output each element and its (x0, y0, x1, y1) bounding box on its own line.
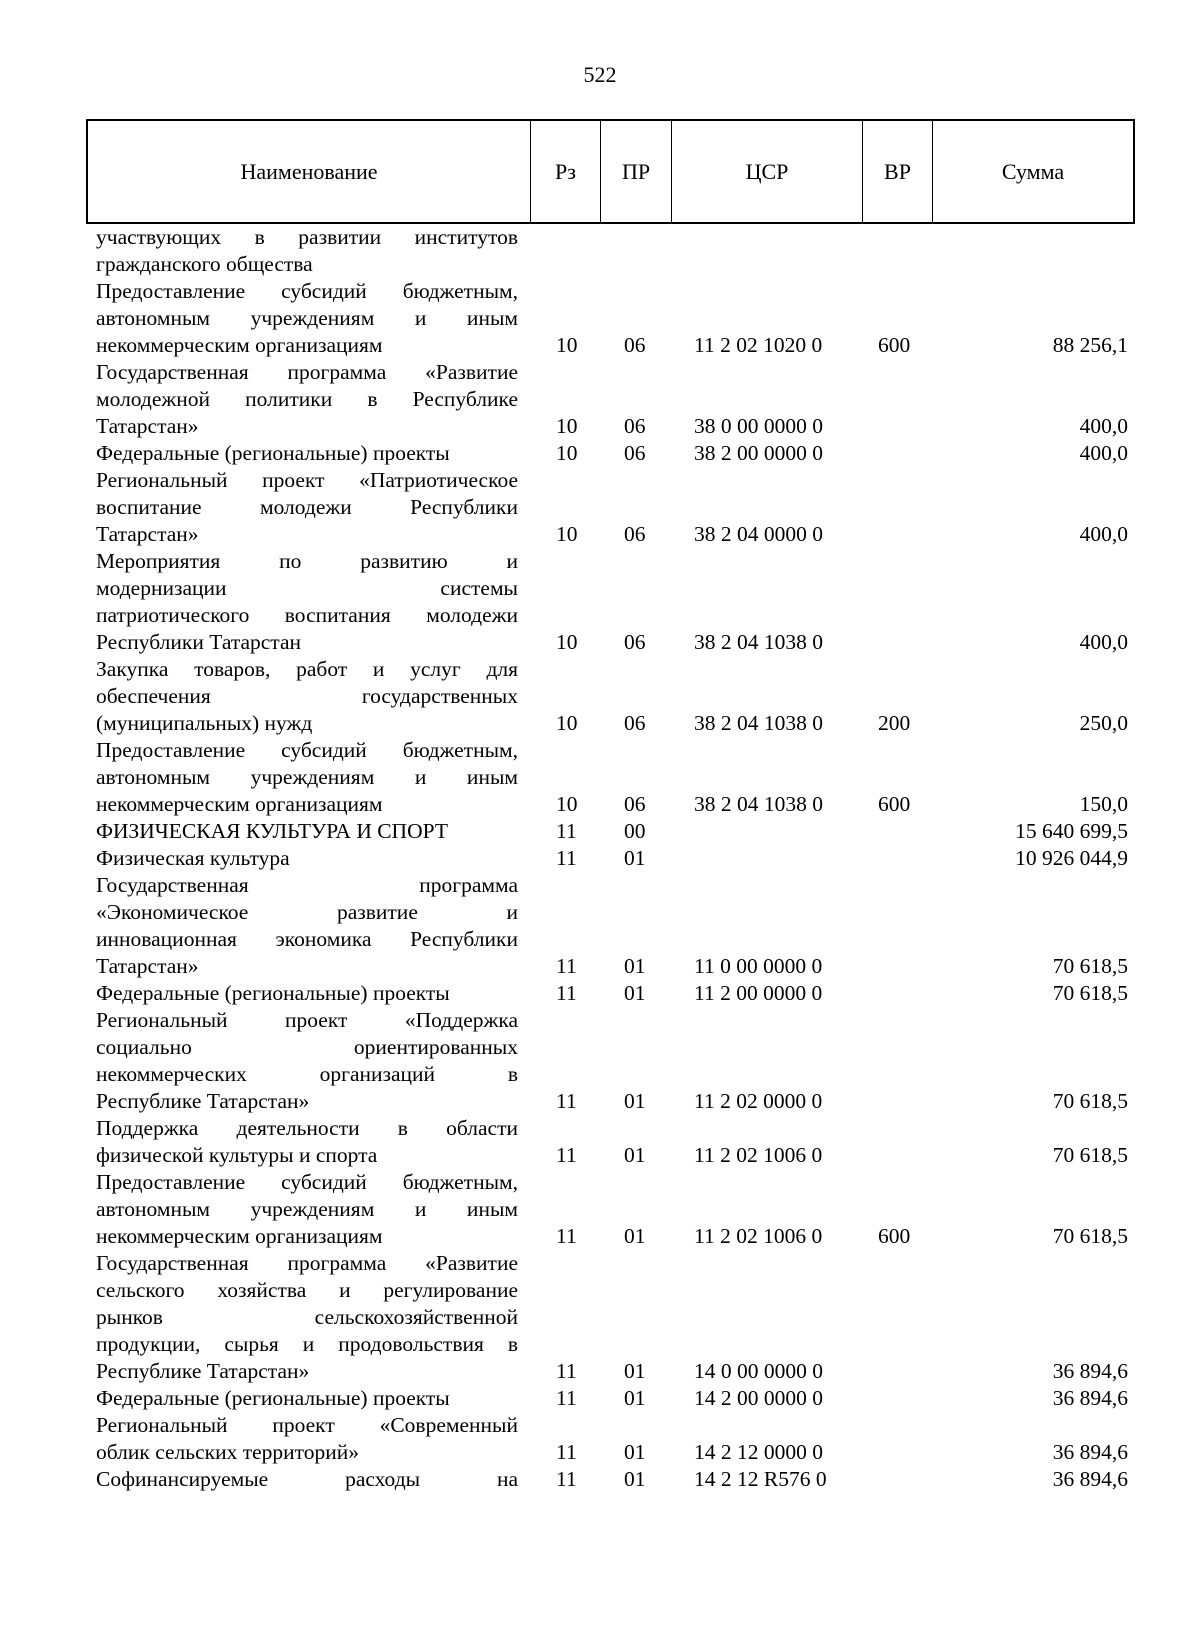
row-name-line: Федеральные (региональные) проекты (96, 441, 450, 465)
row-pr: 01 (624, 1089, 646, 1113)
row-pr: 01 (624, 1359, 646, 1383)
header-name: Наименование (88, 121, 531, 222)
row-vr: 200 (878, 711, 911, 735)
row-name (96, 440, 518, 467)
row-name-line: Федеральные (региональные) проекты (96, 1386, 450, 1410)
row-pr: 01 (624, 1143, 646, 1167)
row-sum: 70 618,5 (1052, 1143, 1128, 1167)
row-csr: 14 2 12 0000 0 (694, 1440, 823, 1464)
row-csr: 38 2 00 0000 0 (694, 441, 823, 465)
row-csr: 14 2 00 0000 0 (694, 1386, 823, 1410)
row-rz: 11 (556, 1467, 577, 1491)
table-row (0, 278, 1200, 359)
row-csr: 11 2 02 1006 0 (694, 1224, 823, 1248)
budget-table-body (0, 224, 1200, 1493)
row-csr: 38 0 00 0000 0 (694, 414, 823, 438)
table-header (86, 119, 1135, 224)
row-rz: 10 (556, 414, 578, 438)
row-name (96, 845, 518, 872)
row-name (96, 224, 518, 278)
row-name-line: инновационная экономика Республики (96, 927, 518, 951)
row-name (96, 737, 518, 818)
page-number: 522 (583, 62, 617, 87)
header-csr: ЦСР (672, 121, 863, 222)
row-name-line: Региональный проект «Поддержка (96, 1008, 518, 1032)
row-sum: 70 618,5 (1052, 1089, 1128, 1113)
row-name (96, 1007, 518, 1115)
row-rz: 11 (556, 1440, 577, 1464)
row-name (96, 980, 518, 1007)
row-csr: 38 2 04 1038 0 (694, 792, 823, 816)
row-sum: 70 618,5 (1052, 954, 1128, 978)
table-row (0, 737, 1200, 818)
row-pr: 01 (624, 981, 646, 1005)
row-csr: 11 2 02 1006 0 (694, 1143, 823, 1167)
table-row (0, 1466, 1200, 1493)
row-rz: 11 (556, 1386, 577, 1410)
table-row (0, 872, 1200, 980)
table-row (0, 1169, 1200, 1250)
header-pr: ПР (601, 121, 672, 222)
row-name (96, 818, 518, 845)
row-sum: 36 894,6 (1052, 1467, 1128, 1491)
row-pr: 06 (624, 792, 646, 816)
row-name (96, 1466, 518, 1493)
row-rz: 10 (556, 441, 578, 465)
row-name-line: социально ориентированных (96, 1035, 518, 1059)
table-row (0, 224, 1200, 278)
row-name-line: некоммерческим организациям (96, 1224, 383, 1248)
row-name-line: Татарстан» (96, 522, 199, 546)
row-name (96, 467, 518, 548)
row-name-line: Республики Татарстан (96, 630, 302, 654)
row-vr: 600 (878, 1224, 911, 1248)
table-row (0, 1115, 1200, 1169)
row-sum: 250,0 (1079, 711, 1128, 735)
row-name-line: Предоставление субсидий бюджетным, (96, 1170, 518, 1194)
table-row (0, 656, 1200, 737)
row-rz: 10 (556, 711, 578, 735)
row-csr: 14 0 00 0000 0 (694, 1359, 823, 1383)
row-csr: 11 2 02 1020 0 (694, 333, 823, 357)
row-name (96, 656, 518, 737)
row-name (96, 1250, 518, 1385)
row-pr: 01 (624, 1467, 646, 1491)
row-name-line: Софинансируемые расходы на (96, 1467, 518, 1491)
row-name-line: участвующих в развитии институтов (96, 225, 518, 249)
row-name-line: автономным учреждениям и иным (96, 765, 518, 789)
row-name-line: Республике Татарстан» (96, 1359, 310, 1383)
row-pr: 06 (624, 414, 646, 438)
row-rz: 11 (556, 1224, 577, 1248)
table-row (0, 1007, 1200, 1115)
row-csr: 11 2 02 0000 0 (694, 1089, 823, 1113)
row-name (96, 1412, 518, 1466)
row-csr: 38 2 04 0000 0 (694, 522, 823, 546)
table-row (0, 1412, 1200, 1466)
row-csr: 38 2 04 1038 0 (694, 630, 823, 654)
header-sum: Сумма (1001, 158, 1065, 184)
row-name-line: Мероприятия по развитию и (96, 549, 518, 573)
row-name-line: Предоставление субсидий бюджетным, (96, 279, 518, 303)
row-sum: 36 894,6 (1052, 1359, 1128, 1383)
row-pr: 01 (624, 1440, 646, 1464)
row-name-line: продукции, сырья и продовольствия в (96, 1332, 518, 1356)
row-sum: 400,0 (1079, 630, 1128, 654)
row-sum: 70 618,5 (1052, 981, 1128, 1005)
table-row (0, 548, 1200, 656)
header-vr: ВР (863, 121, 933, 222)
row-rz: 11 (556, 846, 577, 870)
row-name-line: Государственная программа (96, 873, 518, 897)
row-name-line: физической культуры и спорта (96, 1143, 378, 1167)
row-sum: 400,0 (1079, 522, 1128, 546)
table-row (0, 359, 1200, 440)
row-pr: 06 (624, 333, 646, 357)
row-pr: 01 (624, 1224, 646, 1248)
row-csr: 38 2 04 1038 0 (694, 711, 823, 735)
row-name-line: модернизации системы (96, 576, 518, 600)
row-sum: 400,0 (1079, 441, 1128, 465)
table-row (0, 1250, 1200, 1385)
row-name (96, 872, 518, 980)
row-name-line: некоммерческих организаций в (96, 1062, 518, 1086)
row-pr: 06 (624, 441, 646, 465)
row-name (96, 1169, 518, 1250)
table-row (0, 467, 1200, 548)
row-name-line: Государственная программа «Развитие (96, 360, 518, 384)
row-name-line: некоммерческим организациям (96, 792, 383, 816)
row-csr: 14 2 12 R576 0 (694, 1467, 827, 1491)
row-pr: 06 (624, 711, 646, 735)
row-sum: 88 256,1 (1052, 333, 1128, 357)
row-name-line: молодежной политики в Республике (96, 387, 518, 411)
row-name (96, 548, 518, 656)
row-name-line: «Экономическое развитие и (96, 900, 518, 924)
row-rz: 10 (556, 522, 578, 546)
row-sum: 70 618,5 (1052, 1224, 1128, 1248)
row-name-line: облик сельских территорий» (96, 1440, 360, 1464)
row-pr: 06 (624, 630, 646, 654)
row-name-line: (муниципальных) нужд (96, 711, 313, 735)
row-name-line: патриотического воспитания молодежи (96, 603, 518, 627)
row-pr: 00 (624, 819, 646, 843)
row-name (96, 1115, 518, 1169)
row-name-line: воспитание молодежи Республики (96, 495, 518, 519)
row-rz: 11 (556, 1359, 577, 1383)
row-sum: 400,0 (1079, 414, 1128, 438)
row-name-line: автономным учреждениям и иным (96, 1197, 518, 1221)
row-vr: 600 (878, 333, 911, 357)
row-sum: 36 894,6 (1052, 1440, 1128, 1464)
row-sum: 150,0 (1079, 792, 1128, 816)
row-vr: 600 (878, 792, 911, 816)
row-name-line: рынков сельскохозяйственной (96, 1305, 518, 1329)
row-sum: 36 894,6 (1052, 1386, 1128, 1410)
row-sum: 10 926 044,9 (1015, 846, 1128, 870)
row-rz: 10 (556, 630, 578, 654)
table-row (0, 818, 1200, 845)
row-name-line: сельского хозяйства и регулирование (96, 1278, 518, 1302)
table-row (0, 1385, 1200, 1412)
row-name-line: Татарстан» (96, 954, 199, 978)
row-rz: 10 (556, 333, 578, 357)
row-name-line: ФИЗИЧЕСКАЯ КУЛЬТУРА И СПОРТ (96, 819, 448, 843)
row-name-line: Закупка товаров, работ и услуг для (96, 657, 518, 681)
row-name (96, 278, 518, 359)
row-rz: 10 (556, 792, 578, 816)
row-rz: 11 (556, 954, 577, 978)
row-name-line: Государственная программа «Развитие (96, 1251, 518, 1275)
row-name-line: Физическая культура (96, 846, 290, 870)
row-name-line: Федеральные (региональные) проекты (96, 981, 450, 1005)
row-sum: 15 640 699,5 (1015, 819, 1128, 843)
row-pr: 06 (624, 522, 646, 546)
row-csr: 11 0 00 0000 0 (694, 954, 823, 978)
row-csr: 11 2 00 0000 0 (694, 981, 823, 1005)
row-name-line: Региональный проект «Патриотическое (96, 468, 518, 492)
row-name-line: некоммерческим организациям (96, 333, 383, 357)
row-pr: 01 (624, 954, 646, 978)
row-name-line: Предоставление субсидий бюджетным, (96, 738, 518, 762)
row-name-line: гражданского общества (96, 252, 313, 276)
table-row (0, 980, 1200, 1007)
row-rz: 11 (556, 1089, 577, 1113)
row-name-line: Поддержка деятельности в области (96, 1116, 518, 1140)
row-name-line: автономным учреждениям и иным (96, 306, 518, 330)
row-name-line: Татарстан» (96, 414, 199, 438)
row-rz: 11 (556, 819, 577, 843)
row-rz: 11 (556, 1143, 577, 1167)
row-pr: 01 (624, 846, 646, 870)
row-name-line: Республике Татарстан» (96, 1089, 310, 1113)
row-pr: 01 (624, 1386, 646, 1410)
table-row (0, 845, 1200, 872)
header-rz: Рз (531, 121, 601, 222)
table-row (0, 440, 1200, 467)
row-name (96, 1385, 518, 1412)
row-rz: 11 (556, 981, 577, 1005)
row-name-line: обеспечения государственных (96, 684, 518, 708)
row-name (96, 359, 518, 440)
row-name-line: Региональный проект «Современный (96, 1413, 518, 1437)
